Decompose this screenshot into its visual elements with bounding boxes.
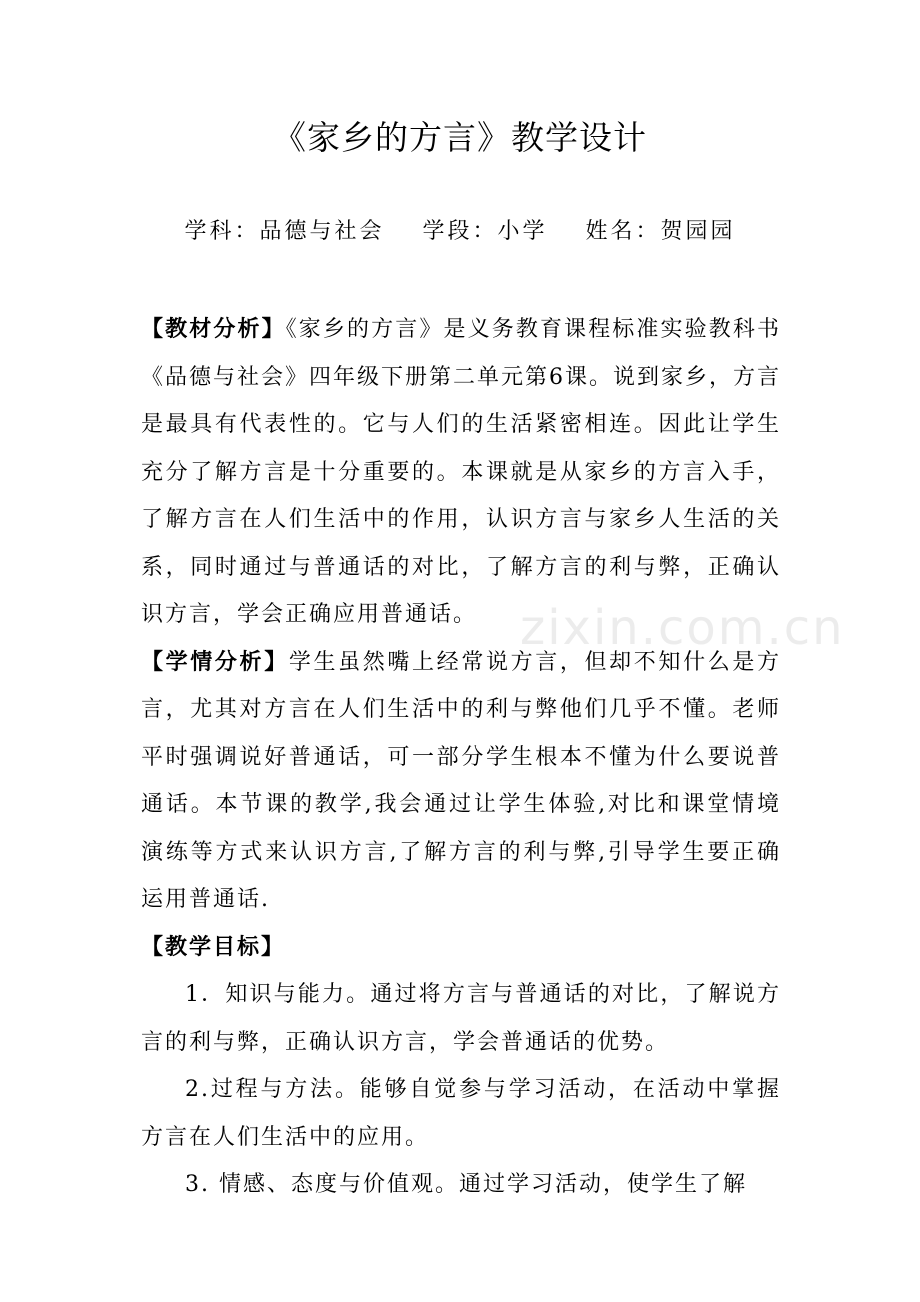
- material-analysis-paragraph: [141, 306, 781, 639]
- meta-name: 姓名：贺园园: [585, 219, 736, 244]
- material-analysis-text: 《家乡的方言》是义务教育课程标准实验教科书《品德与社会》四年级下册第二单元第6课。说到家乡，方言是最具有代表性的。它与人们的生活紧密相连。因此让学生充分了解方言是十分重要的。本课就是从家乡的方言入手，了解方言在人们生活中的作用，认识方言与家乡人生活的关系，同时通过与普通话的对比，了解方言的利与弊，正确认识方言，学会正确应用普通话。: [141, 317, 781, 627]
- document-body: [141, 306, 781, 1209]
- student-analysis-heading: 【学情分析】: [141, 648, 289, 675]
- watermark: zixin.com.cn: [520, 600, 845, 656]
- document-title: 《家乡的方言》教学设计: [273, 118, 647, 157]
- meta-stage: 学段：小学: [422, 219, 548, 244]
- student-analysis-paragraph: [141, 639, 781, 924]
- goal-item-1: 1．知识与能力。通过将方言与普通话的对比，了解说方言的利与弊，正确认识方言，学会普通话的优势。: [141, 982, 781, 1055]
- meta-subject: 学科：品德与社会: [184, 219, 385, 244]
- material-analysis-heading: 【教材分析】: [141, 316, 286, 342]
- student-analysis-text: 学生虽然嘴上经常说方言，但却不知什么是方言，尤其对方言在人们生活中的利与弊他们几乎不懂。老师平时强调说好普通话，可一部分学生根本不懂为什么要说普通话。本节课的教学,我会通过让学生体验,对比和课堂情境演练等方式来认识方言,了解方言的利与弊,引导学生要正确运用普通话.: [141, 649, 781, 912]
- goal-item-3: 3. 情感、态度与价值观。通过学习活动，使学生了解: [185, 1172, 747, 1197]
- goal-item-2: 2.过程与方法。能够自觉参与学习活动，在活动中掌握方言在人们生活中的应用。: [141, 1077, 781, 1150]
- teaching-goals-heading: 【教学目标】: [141, 933, 286, 960]
- document-meta: [0, 214, 920, 245]
